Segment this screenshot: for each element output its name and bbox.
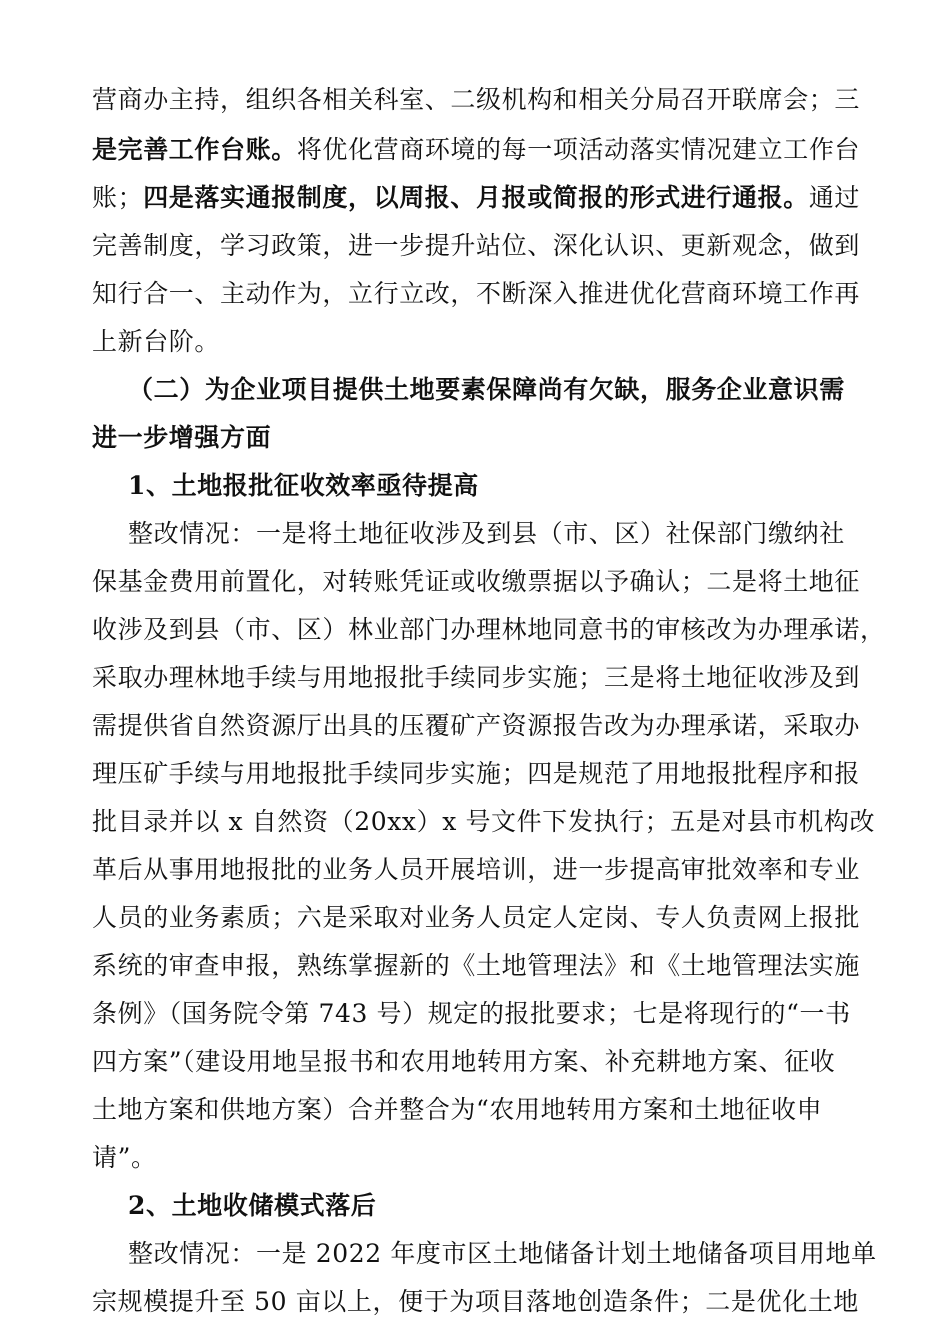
subsection-heading-text: 2、土地收储模式落后 (128, 1191, 377, 1220)
body-line-6 (92, 758, 860, 790)
text-run: 知行合一、主动作为，立行立改，不断深入推进优化营商环境工作再 (92, 279, 861, 308)
subsection-heading-1 (128, 470, 479, 502)
body-line-7 (92, 806, 875, 838)
body-line-12 (92, 1046, 835, 1078)
body-line-1 (128, 518, 845, 550)
text-run: 上新台阶。 (92, 327, 221, 356)
text-run-bold: 四是落实通报制度，以周报、月报或简报的形式进行通报。 (143, 183, 809, 212)
paragraph-line-5 (92, 278, 860, 310)
text-run: 请”。 (92, 1143, 157, 1172)
body-line-5 (92, 710, 860, 742)
section-heading-line-2 (92, 422, 271, 454)
text-run: 革后从事用地报批的业务人员开展培训，进一步提高审批效率和专业 (92, 855, 861, 884)
text-run: 营商办主持，组织各相关科室、二级机构和相关分局召开联席会；三 (92, 85, 861, 114)
paragraph-line-1 (92, 84, 860, 116)
text-run: 整改情况：一是 2022 年度市区土地储备计划土地储备项目用地单 (128, 1239, 877, 1268)
text-run: 条例》（国务院令第 743 号）规定的报批要求；七是将现行的“一书 (92, 999, 851, 1028)
text-run: 通过 (808, 183, 861, 212)
body-line-16 (92, 1286, 859, 1318)
text-run: 系统的审查申报，熟练掌握新的《土地管理法》和《土地管理法实施 (92, 951, 861, 980)
text-run: 完善制度，学习政策，进一步提升站位、深化认识、更新观念，做到 (92, 231, 861, 260)
text-run: 宗规模提升至 50 亩以上，便于为项目落地创造条件；二是优化土地 (92, 1287, 859, 1316)
body-line-2 (92, 566, 860, 598)
body-line-8 (92, 854, 860, 886)
text-run: 收涉及到县（市、区）林业部门办理林地同意书的审核改为办理承诺， (92, 615, 886, 644)
body-line-13 (92, 1094, 822, 1126)
text-run: 四方案”（建设用地呈报书和农用地转用方案、补充耕地方案、征收 (92, 1047, 836, 1076)
text-run: 整改情况：一是将土地征收涉及到县（市、区）社保部门缴纳社 (128, 519, 845, 548)
body-line-15 (128, 1238, 877, 1270)
paragraph-line-2 (92, 134, 860, 166)
section-heading-line-1 (128, 374, 845, 406)
body-line-14 (92, 1142, 157, 1174)
paragraph-line-6 (92, 326, 220, 358)
body-line-11 (92, 998, 851, 1030)
text-run: 土地方案和供地方案）合并整合为“农用地转用方案和土地征收申 (92, 1095, 823, 1124)
text-run: 人员的业务素质；六是采取对业务人员定人定岗、专人负责网上报批 (92, 903, 861, 932)
text-run: 需提供省自然资源厅出具的压覆矿产资源报告改为办理承诺，采取办 (92, 711, 861, 740)
body-line-10 (92, 950, 860, 982)
section-heading-text: 进一步增强方面 (92, 423, 272, 452)
text-run-bold: 是完善工作台账。 (92, 135, 297, 164)
text-run: 账； (92, 183, 144, 212)
body-line-4 (92, 662, 860, 694)
subsection-heading-2 (128, 1190, 376, 1222)
text-run: 将优化营商环境的每一项活动落实情况建立工作台 (296, 135, 861, 164)
text-run: 采取办理林地手续与用地报批手续同步实施；三是将土地征收涉及到 (92, 663, 861, 692)
text-run: 理压矿手续与用地报批手续同步实施；四是规范了用地报批程序和报 (92, 759, 861, 788)
body-line-9 (92, 902, 860, 934)
text-run: 批目录并以 x 自然资（20xx）x 号文件下发执行；五是对县市机构改 (92, 807, 876, 836)
subsection-heading-text: 1、土地报批征收效率亟待提高 (128, 471, 479, 500)
paragraph-line-4 (92, 230, 860, 262)
paragraph-line-3 (92, 182, 860, 214)
text-run: 保基金费用前置化，对转账凭证或收缴票据以予确认；二是将土地征 (92, 567, 861, 596)
body-line-3 (92, 614, 886, 646)
section-heading-text: （二）为企业项目提供土地要素保障尚有欠缺，服务企业意识需 (128, 375, 845, 404)
